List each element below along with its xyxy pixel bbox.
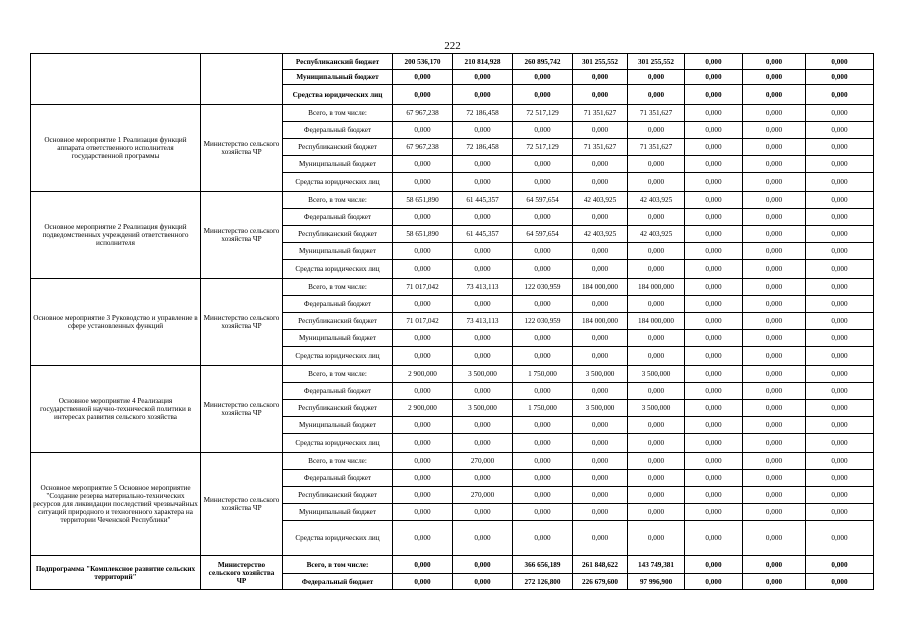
year-value: 0,000 (806, 366, 874, 383)
year-value: 0,000 (685, 156, 743, 173)
year-value: 0,000 (743, 122, 806, 139)
year-value: 0,000 (806, 556, 874, 574)
activity-description: Основное мероприятие 5 Основное мероприятие "Создание резерва материально-технических ресурсов для ликвидации последствий чрезвычайных ситуаций природного и техногенного характера на территории Чеченской Республики" (31, 453, 201, 556)
year-value: 0,000 (806, 54, 874, 70)
year-value: 0,000 (743, 209, 806, 226)
year-value: 0,000 (743, 260, 806, 279)
funding-source-label: Муниципальный бюджет (283, 156, 393, 173)
year-value: 0,000 (453, 296, 513, 313)
year-value: 61 445,357 (453, 192, 513, 209)
year-value: 72 517,129 (513, 105, 573, 122)
year-value: 42 403,925 (573, 226, 628, 243)
year-value: 0,000 (685, 383, 743, 400)
year-value: 0,000 (453, 347, 513, 366)
year-value: 0,000 (806, 330, 874, 347)
funding-source-label: Федеральный бюджет (283, 296, 393, 313)
year-value: 0,000 (453, 122, 513, 139)
year-value: 0,000 (513, 296, 573, 313)
year-value: 0,000 (513, 417, 573, 434)
funding-source-label: Федеральный бюджет (283, 383, 393, 400)
year-value: 58 651,890 (393, 192, 453, 209)
year-value: 42 403,925 (628, 226, 685, 243)
year-value: 71 351,627 (628, 139, 685, 156)
year-value: 0,000 (513, 243, 573, 260)
funding-source-label: Средства юридических лиц (283, 434, 393, 453)
year-value: 58 651,890 (393, 226, 453, 243)
year-value: 0,000 (513, 453, 573, 470)
year-value: 0,000 (743, 279, 806, 296)
year-value: 0,000 (628, 470, 685, 487)
year-value: 0,000 (685, 574, 743, 590)
year-value: 0,000 (453, 504, 513, 521)
year-value: 0,000 (453, 243, 513, 260)
year-value: 0,000 (685, 366, 743, 383)
year-value: 0,000 (573, 296, 628, 313)
year-value: 0,000 (743, 470, 806, 487)
year-value: 0,000 (393, 574, 453, 590)
year-value: 0,000 (806, 243, 874, 260)
year-value: 0,000 (513, 504, 573, 521)
year-value: 97 996,900 (628, 574, 685, 590)
year-value: 0,000 (685, 122, 743, 139)
year-value: 73 413,113 (453, 313, 513, 330)
year-value: 3 500,000 (573, 400, 628, 417)
year-value: 0,000 (806, 139, 874, 156)
year-value: 0,000 (453, 556, 513, 574)
year-value: 0,000 (573, 85, 628, 105)
year-value: 0,000 (513, 173, 573, 192)
year-value: 0,000 (806, 574, 874, 590)
year-value: 0,000 (628, 209, 685, 226)
year-value: 0,000 (628, 260, 685, 279)
year-value: 1 750,000 (513, 366, 573, 383)
year-value: 1 750,000 (513, 400, 573, 417)
year-value: 71 017,042 (393, 313, 453, 330)
year-value: 184 000,000 (628, 279, 685, 296)
funding-source-label: Республиканский бюджет (283, 226, 393, 243)
year-value: 64 597,654 (513, 226, 573, 243)
funding-source-label: Всего, в том числе: (283, 453, 393, 470)
year-value: 0,000 (628, 383, 685, 400)
year-value: 0,000 (453, 574, 513, 590)
activity-description: Основное мероприятие 1 Реализация функций аппарата ответственного исполнителя государственной программы (31, 105, 201, 192)
funding-source-label: Федеральный бюджет (283, 209, 393, 226)
activity-description: Основное мероприятие 2 Реализация функций подведомственных учреждений ответственного исполнителя (31, 192, 201, 279)
funding-source-label: Всего, в том числе: (283, 279, 393, 296)
year-value: 226 679,600 (573, 574, 628, 590)
funding-source-label: Федеральный бюджет (283, 574, 393, 590)
year-value: 0,000 (393, 85, 453, 105)
year-value: 2 900,000 (393, 400, 453, 417)
year-value: 200 536,170 (393, 54, 453, 70)
funding-source-label: Муниципальный бюджет (283, 330, 393, 347)
year-value: 0,000 (628, 122, 685, 139)
year-value: 0,000 (393, 70, 453, 85)
year-value: 0,000 (393, 487, 453, 504)
year-value: 0,000 (393, 260, 453, 279)
year-value: 0,000 (743, 226, 806, 243)
year-value: 0,000 (628, 504, 685, 521)
year-value: 0,000 (573, 70, 628, 85)
year-value: 184 000,000 (628, 313, 685, 330)
year-value: 0,000 (685, 330, 743, 347)
year-value: 73 413,113 (453, 279, 513, 296)
year-value: 0,000 (393, 453, 453, 470)
year-value: 0,000 (685, 105, 743, 122)
year-value: 0,000 (685, 209, 743, 226)
year-value: 0,000 (393, 296, 453, 313)
year-value: 0,000 (513, 122, 573, 139)
year-value: 0,000 (743, 70, 806, 85)
year-value: 0,000 (628, 347, 685, 366)
year-value: 67 967,238 (393, 105, 453, 122)
year-value: 0,000 (743, 383, 806, 400)
year-value: 0,000 (743, 330, 806, 347)
year-value: 0,000 (806, 434, 874, 453)
year-value: 0,000 (685, 521, 743, 556)
year-value: 0,000 (743, 417, 806, 434)
year-value: 3 500,000 (573, 366, 628, 383)
subprogram-description: Подпрограмма "Комплексное развитие сельских территорий" (31, 556, 201, 590)
funding-source-label: Муниципальный бюджет (283, 504, 393, 521)
year-value: 0,000 (685, 243, 743, 260)
year-value: 0,000 (743, 105, 806, 122)
year-value: 0,000 (685, 487, 743, 504)
year-value: 261 848,622 (573, 556, 628, 574)
year-value: 71 017,042 (393, 279, 453, 296)
page-number: 222 (444, 40, 461, 52)
year-value: 0,000 (685, 296, 743, 313)
year-value: 0,000 (743, 192, 806, 209)
year-value: 0,000 (573, 347, 628, 366)
year-value: 0,000 (743, 453, 806, 470)
year-value: 0,000 (628, 296, 685, 313)
year-value: 0,000 (743, 504, 806, 521)
funding-source-label: Средства юридических лиц (283, 85, 393, 105)
year-value: 122 030,959 (513, 313, 573, 330)
year-value: 0,000 (743, 85, 806, 105)
year-value: 0,000 (806, 85, 874, 105)
funding-source-label: Республиканский бюджет (283, 313, 393, 330)
year-value: 0,000 (513, 156, 573, 173)
year-value: 0,000 (628, 417, 685, 434)
table-row (31, 453, 874, 470)
funding-source-label: Средства юридических лиц (283, 260, 393, 279)
year-value: 0,000 (743, 313, 806, 330)
year-value: 0,000 (743, 556, 806, 574)
year-value: 0,000 (513, 260, 573, 279)
year-value: 366 656,189 (513, 556, 573, 574)
year-value: 2 900,000 (393, 366, 453, 383)
year-value: 0,000 (393, 209, 453, 226)
year-value: 0,000 (806, 504, 874, 521)
funding-source-label: Всего, в том числе: (283, 105, 393, 122)
year-value: 122 030,959 (513, 279, 573, 296)
year-value: 0,000 (743, 574, 806, 590)
year-value: 0,000 (806, 470, 874, 487)
year-value: 0,000 (685, 139, 743, 156)
activity-description: Основное мероприятие 4 Реализация государственной научно-технической политики в интересах развития сельского хозяйства (31, 366, 201, 453)
year-value: 0,000 (806, 105, 874, 122)
year-value: 0,000 (453, 156, 513, 173)
executor: Министерство сельского хозяйства ЧР (201, 453, 283, 556)
table-row (31, 54, 874, 70)
funding-source-label: Федеральный бюджет (283, 470, 393, 487)
year-value: 0,000 (685, 173, 743, 192)
year-value: 72 186,458 (453, 139, 513, 156)
year-value: 0,000 (628, 70, 685, 85)
year-value: 0,000 (513, 383, 573, 400)
year-value: 0,000 (806, 279, 874, 296)
funding-source-label: Всего, в том числе: (283, 192, 393, 209)
year-value: 72 517,129 (513, 139, 573, 156)
year-value: 72 186,458 (453, 105, 513, 122)
year-value: 301 255,552 (573, 54, 628, 70)
year-value: 0,000 (685, 470, 743, 487)
year-value: 0,000 (393, 434, 453, 453)
year-value: 71 351,627 (573, 105, 628, 122)
year-value: 0,000 (573, 521, 628, 556)
year-value: 260 895,742 (513, 54, 573, 70)
year-value: 270,000 (453, 453, 513, 470)
year-value: 0,000 (453, 173, 513, 192)
funding-source-label: Республиканский бюджет (283, 400, 393, 417)
year-value: 0,000 (685, 347, 743, 366)
year-value: 0,000 (685, 260, 743, 279)
year-value: 61 445,357 (453, 226, 513, 243)
funding-source-label: Всего, в том числе: (283, 366, 393, 383)
year-value: 67 967,238 (393, 139, 453, 156)
year-value: 0,000 (806, 122, 874, 139)
year-value: 0,000 (573, 383, 628, 400)
activity-description: Основное мероприятие 3 Руководство и управление в сфере установленных функций (31, 279, 201, 366)
year-value: 0,000 (393, 156, 453, 173)
executor: Министерство сельского хозяйства ЧР (201, 105, 283, 192)
year-value: 0,000 (453, 260, 513, 279)
year-value: 0,000 (806, 521, 874, 556)
funding-source-label: Средства юридических лиц (283, 173, 393, 192)
year-value: 0,000 (513, 347, 573, 366)
funding-source-label: Федеральный бюджет (283, 122, 393, 139)
year-value: 0,000 (743, 400, 806, 417)
year-value: 42 403,925 (573, 192, 628, 209)
year-value: 0,000 (393, 330, 453, 347)
year-value: 0,000 (743, 173, 806, 192)
year-value: 3 500,000 (628, 400, 685, 417)
year-value: 0,000 (806, 156, 874, 173)
year-value: 0,000 (573, 330, 628, 347)
year-value: 210 814,928 (453, 54, 513, 70)
empty-executor-cell (201, 54, 283, 105)
year-value: 3 500,000 (628, 366, 685, 383)
funding-source-label: Средства юридических лиц (283, 521, 393, 556)
year-value: 0,000 (573, 453, 628, 470)
year-value: 0,000 (806, 347, 874, 366)
year-value: 0,000 (743, 366, 806, 383)
year-value: 0,000 (685, 85, 743, 105)
year-value: 0,000 (685, 556, 743, 574)
executor: Министерство сельского хозяйства ЧР (201, 366, 283, 453)
year-value: 0,000 (743, 487, 806, 504)
year-value: 0,000 (806, 453, 874, 470)
year-value: 0,000 (685, 453, 743, 470)
year-value: 0,000 (743, 347, 806, 366)
year-value: 0,000 (453, 417, 513, 434)
year-value: 0,000 (806, 173, 874, 192)
year-value: 0,000 (573, 504, 628, 521)
year-value: 0,000 (453, 434, 513, 453)
funding-source-label: Муниципальный бюджет (283, 417, 393, 434)
year-value: 0,000 (513, 209, 573, 226)
year-value: 0,000 (573, 209, 628, 226)
year-value: 0,000 (573, 470, 628, 487)
year-value: 0,000 (573, 417, 628, 434)
year-value: 0,000 (806, 70, 874, 85)
year-value: 0,000 (513, 487, 573, 504)
year-value: 0,000 (806, 296, 874, 313)
table-row (31, 556, 874, 574)
year-value: 0,000 (628, 330, 685, 347)
year-value: 0,000 (453, 521, 513, 556)
executor: Министерство сельского хозяйства ЧР (201, 556, 283, 590)
empty-description-cell (31, 54, 201, 105)
year-value: 0,000 (393, 383, 453, 400)
year-value: 0,000 (573, 487, 628, 504)
year-value: 184 000,000 (573, 279, 628, 296)
year-value: 3 500,000 (453, 400, 513, 417)
year-value: 0,000 (513, 330, 573, 347)
year-value: 0,000 (743, 139, 806, 156)
year-value: 0,000 (806, 417, 874, 434)
year-value: 0,000 (573, 122, 628, 139)
year-value: 0,000 (685, 313, 743, 330)
year-value: 184 000,000 (573, 313, 628, 330)
funding-source-label: Республиканский бюджет (283, 54, 393, 70)
year-value: 0,000 (393, 243, 453, 260)
executor: Министерство сельского хозяйства ЧР (201, 279, 283, 366)
year-value: 270,000 (453, 487, 513, 504)
year-value: 0,000 (628, 85, 685, 105)
year-value: 0,000 (628, 156, 685, 173)
executor: Министерство сельского хозяйства ЧР (201, 192, 283, 279)
year-value: 0,000 (393, 470, 453, 487)
funding-source-label: Республиканский бюджет (283, 139, 393, 156)
year-value: 0,000 (453, 383, 513, 400)
year-value: 0,000 (685, 434, 743, 453)
year-value: 272 126,800 (513, 574, 573, 590)
year-value: 0,000 (806, 487, 874, 504)
year-value: 0,000 (513, 470, 573, 487)
year-value: 0,000 (393, 347, 453, 366)
table-row (31, 105, 874, 122)
table-row (31, 279, 874, 296)
year-value: 0,000 (573, 156, 628, 173)
year-value: 0,000 (806, 383, 874, 400)
year-value: 0,000 (743, 296, 806, 313)
year-value: 0,000 (685, 226, 743, 243)
year-value: 71 351,627 (628, 105, 685, 122)
table-row (31, 366, 874, 383)
year-value: 0,000 (453, 209, 513, 226)
year-value: 0,000 (628, 173, 685, 192)
year-value: 0,000 (743, 434, 806, 453)
funding-source-label: Муниципальный бюджет (283, 243, 393, 260)
year-value: 0,000 (806, 192, 874, 209)
year-value: 0,000 (573, 243, 628, 260)
year-value: 0,000 (685, 417, 743, 434)
year-value: 0,000 (743, 521, 806, 556)
year-value: 0,000 (453, 470, 513, 487)
year-value: 0,000 (685, 279, 743, 296)
year-value: 301 255,552 (628, 54, 685, 70)
funding-source-label: Муниципальный бюджет (283, 70, 393, 85)
year-value: 0,000 (573, 260, 628, 279)
year-value: 0,000 (628, 453, 685, 470)
year-value: 0,000 (806, 209, 874, 226)
year-value: 0,000 (393, 122, 453, 139)
year-value: 0,000 (685, 504, 743, 521)
year-value: 0,000 (628, 521, 685, 556)
funding-source-label: Республиканский бюджет (283, 487, 393, 504)
year-value: 0,000 (685, 192, 743, 209)
year-value: 0,000 (393, 417, 453, 434)
year-value: 0,000 (628, 434, 685, 453)
year-value: 0,000 (393, 521, 453, 556)
year-value: 0,000 (806, 313, 874, 330)
funding-source-label: Средства юридических лиц (283, 347, 393, 366)
year-value: 0,000 (393, 556, 453, 574)
year-value: 0,000 (513, 521, 573, 556)
year-value: 0,000 (393, 504, 453, 521)
year-value: 64 597,654 (513, 192, 573, 209)
year-value: 71 351,627 (573, 139, 628, 156)
year-value: 0,000 (806, 400, 874, 417)
year-value: 0,000 (685, 70, 743, 85)
budget-table (30, 53, 874, 590)
table-row (31, 192, 874, 209)
year-value: 0,000 (806, 260, 874, 279)
year-value: 0,000 (743, 243, 806, 260)
year-value: 0,000 (806, 226, 874, 243)
year-value: 0,000 (743, 54, 806, 70)
year-value: 143 749,381 (628, 556, 685, 574)
year-value: 0,000 (513, 434, 573, 453)
year-value: 0,000 (573, 434, 628, 453)
year-value: 0,000 (628, 487, 685, 504)
funding-source-label: Всего, в том числе: (283, 556, 393, 574)
year-value: 0,000 (573, 173, 628, 192)
year-value: 0,000 (628, 243, 685, 260)
year-value: 0,000 (393, 173, 453, 192)
year-value: 0,000 (513, 85, 573, 105)
year-value: 3 500,000 (453, 366, 513, 383)
year-value: 0,000 (453, 70, 513, 85)
year-value: 0,000 (453, 330, 513, 347)
year-value: 0,000 (453, 85, 513, 105)
year-value: 42 403,925 (628, 192, 685, 209)
year-value: 0,000 (685, 54, 743, 70)
year-value: 0,000 (685, 400, 743, 417)
year-value: 0,000 (743, 156, 806, 173)
year-value: 0,000 (513, 70, 573, 85)
